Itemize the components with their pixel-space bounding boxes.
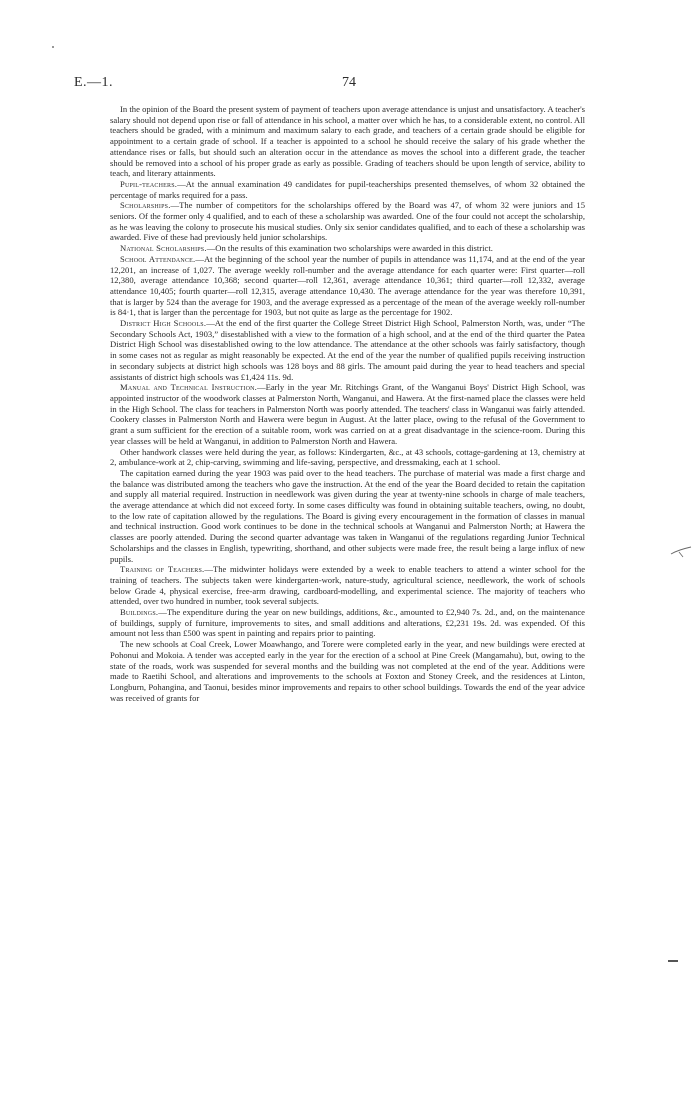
page-number: 74 (342, 75, 356, 90)
paragraph-text: —The midwinter holidays were extended by a week to enable teachers to attend a winter school for the training of teachers. The subjects taken were kindergarten-work, nature-study, agricultural science, needlework, the work of schools below Grade 4, physical exercise, free-arm drawing, cardboard-modelling, and experimental science. The majority of teachers who attended, over two hundred in number, took several subjects. (110, 564, 586, 607)
section-heading: District High Schools. (120, 318, 207, 329)
section-heading: School Attendance. (120, 253, 196, 264)
paragraph-scholarships (110, 200, 585, 243)
paragraph-text: In the opinion of the Board the present system of payment of teachers upon average attendance is unjust and unsatisfactory. A teacher's salary should not depend upon rise or fall of attendance in his school, a matter over which he has, to a considerable extent, no control. All teachers should be graded, with a minimum and maximum salary to each grade, and teachers of a certain grade should be eligible for appointment to a certain grade of school. If a teacher is appointed to a school he should receive the salary of his grade whether the attendance rises or falls, but should such an alteration occur in the attendance as moves the school into a different grade, the teacher should be removed into a school of his proper grade as early as possible. Grading of teachers should be upon length of service, ability to teach, and literary attainments. (110, 104, 585, 179)
paragraph-district-high-schools (110, 318, 585, 382)
paragraph-handwork-classes (110, 447, 585, 468)
paragraph-training-of-teachers (110, 564, 585, 607)
section-heading: Training of Teachers. (120, 564, 205, 575)
section-heading: Pupil-teachers. (120, 178, 178, 189)
paragraph-text: —Early in the year Mr. Ritchings Grant, of the Wanganui Boys' District High School, was appointed instructor of the woodwork classes at Palmerston North, Wanganui, and Hawera. At the first-named place the classes were held in the High School. The class for teachers in Palmerston North was poorly attended. The teachers' class in Wanganui was fairly attended. Cookery classes in Palmerston North and Hawera were begun in August. At the latter place, owing to the refusal of the Government to grant a sum sufficient for the erection of a suitable room, work was carried on at a great disadvantage in the science-room. During this year classes will be held at Wanganui, in addition to Palmerston North and Hawera. (110, 382, 585, 446)
paragraph-buildings (110, 607, 585, 639)
paragraph-pupil-teachers (110, 179, 585, 200)
section-heading: Buildings. (120, 607, 159, 618)
paragraph-text: —The expenditure during the year on new buildings, additions, &c., amounted to £2,940 7s. 2d., and, on the maintenance of buildings, supply of furniture, improvements to sites, and small additions and alterations, £2,231 19s. 2d. was expended. Of this amount not less than £500 was spent in painting and repairs prior to painting. (110, 607, 585, 639)
margin-tick-mark (668, 960, 678, 962)
body-text (110, 104, 585, 703)
paragraph-national-scholarships (110, 243, 585, 254)
scan-speck (52, 46, 54, 48)
paragraph-new-schools (110, 639, 585, 703)
page-header (74, 75, 624, 91)
paragraph-text: —At the annual examination 49 candidates for pupil-teacherships presented themselves, of whom 32 obtained the percentage of marks required for a pass. (110, 178, 585, 200)
paragraph-text: —At the beginning of the school year the number of pupils in attendance was 11,174, and at the end of the year 12,201, an increase of 1,027. The average weekly roll-number and the average attendance for each quarter were: First quarter—roll 12,380, average attendance 10,368; second quarter—roll 12,361, average attendance 10,361; third quarter—roll 12,332, average attendance 10,405; fourth quarter—roll 12,315, average attendance 10,430. The average attendance for the year was therefore 10,391, that is larger by 524 than the average for 1903, and the average expressed as a percentage of the mean of the average weekly roll-number is 84·1, that is larger than the percentage for 1903, but not quite as large as the percentage for 1902. (110, 253, 585, 318)
paragraph-text: —On the results of this examination two scholarships were awarded in this district. (206, 243, 493, 254)
document-reference: E.—1. (74, 75, 114, 90)
section-heading: Manual and Technical Instruction. (120, 382, 258, 393)
paragraph-school-attendance (110, 254, 585, 318)
paragraph-capitation (110, 468, 585, 564)
section-heading: National Scholarships. (120, 243, 207, 254)
paragraph-text: —The number of competitors for the scholarships offered by the Board was 47, of whom 32 were juniors and 15 seniors. Of the former only 4 qualified, and to each of these a scholarship was awarded. One of the four could not accept the scholarship, as he was leaving the colony to prosecute his musical studies. Only six senior candidates qualified, and to each of these a scholarship was awarded. Five of these had previously held junior scholarships. (110, 200, 585, 243)
paragraph-teacher-payment (110, 104, 585, 179)
paragraph-text: —At the end of the first quarter the College Street District High School, Palmerston North, was, under “The Secondary Schools Act, 1903,” disestablished with a view to the formation of a high school, and at the end of the third quarter the Patea District High School was disestablished owing to the low attendance. The attendance at the other schools was fairly satisfactory, though in some cases not as regular as might reasonably be expected. At the end of the year the number of qualified pupils receiving instruction in secondary subjects at district high schools was 128 boys and 88 girls. The amount paid during the year to head teachers and special assistants of district high schools was £1,424 11s. 9d. (110, 318, 585, 382)
paragraph-text: Other handwork classes were held during the year, as follows: Kindergarten, &c., at 43 schools, cottage-gardening at 13, chemistry at 2, ambulance-work at 2, chip-carving, swimming and life-saving, perspective, and dressmaking, each at 1 school. (110, 446, 585, 468)
paragraph-manual-technical (110, 382, 585, 446)
section-heading: Scholarships. (120, 200, 171, 211)
paragraph-text: The new schools at Coal Creek, Lower Moawhango, and Torere were completed early in the year, and new buildings were erected at Pohonui and Mokoia. A tender was accepted early in the year for the erection of a school at Pine Creek (Mangamahu), but, owing to the state of the roads, work was suspended for several months and the building was not completed at the end of the year. Additions were made to Raetihi School, and alterations and improvements to the schools at Foxton and Stoney Creek, and the residences at Linton, Longburn, Pohangina, and Taonui, besides minor improvements and repairs to other school buildings. Towards the end of the year advice was received of grants for (110, 639, 585, 703)
margin-pen-mark (670, 545, 692, 559)
paragraph-text: The capitation earned during the year 1903 was paid over to the head teachers. The purchase of material was made a first charge and the balance was distributed among the teachers who gave the instruction. At the end of the year the Board decided to retain the capitation and supply all material required. Instruction in needlework was given during the year at twenty-nine schools in charge of male teachers, the average attendance at which did not exceed forty. In some cases difficulty was found in obtaining suitable teachers, owing, no doubt, to the low rate of capitation allowed by the regulations. The Board is giving every encouragement in the formation of classes in manual and technical instruction. Good work continues to be done in the technical schools at Wanganui and Palmerston North; at Hawera the classes are poorly attended. During the second quarter advantage was taken in Wanganui of the regulations regarding Junior Technical Scholarships and the classes in English, typewriting, shorthand, and other subjects were made free, the result being a large influx of new pupils. (110, 467, 585, 564)
